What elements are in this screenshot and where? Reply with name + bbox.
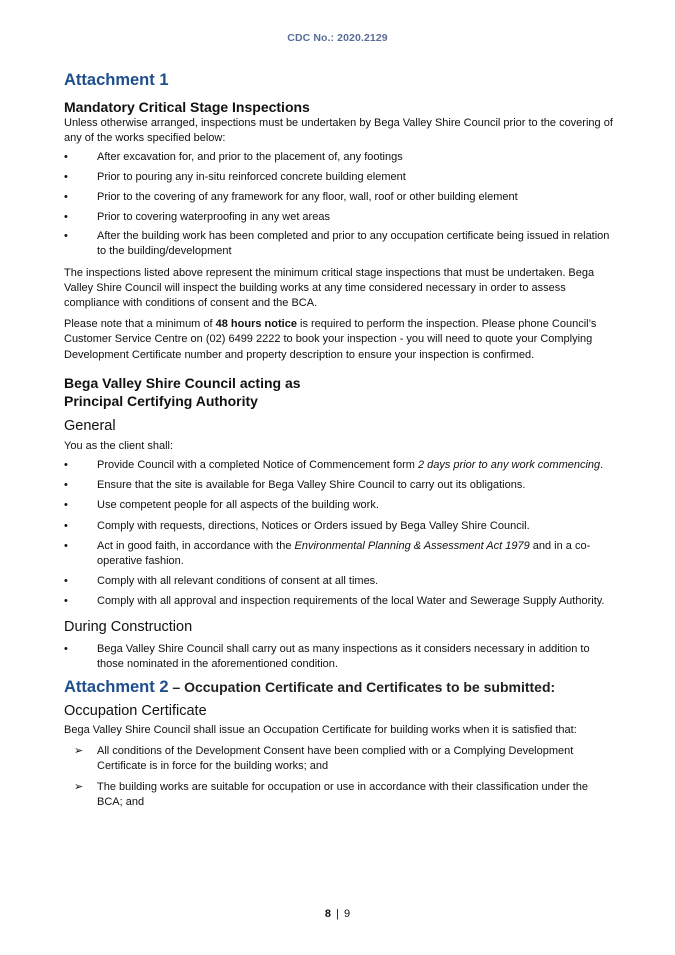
list-item: • Act in good faith, in accordance with the Environmental Planning & Assessment Act 1979 and in a co-operative fashion. (64, 539, 591, 568)
notice-paragraph: Please note that a minimum of 48 hours notice is required to perform the inspection. Please phone Council’s Customer Service Centre on (02) 6499 2222 to book your inspection - you will need to quote your Complying Development Certificate number and property description to ensure your inspection is confirmed. (64, 318, 597, 361)
list-item: • After the building work has been completed and prior to any occupation certificate being issued in relation to the building/development (64, 230, 610, 258)
bullet-icon: • (64, 459, 68, 472)
during-construction-heading: During Construction (64, 618, 193, 635)
list-item: • Use competent people for all aspects of the building work. (64, 498, 616, 513)
bullet-icon: • (64, 171, 68, 184)
page-separator: | (336, 908, 339, 920)
occupation-intro: Bega Valley Shire Council shall issue an Occupation Certificate for building works when it is satisfied that: (64, 724, 577, 737)
bullet-icon: • (64, 230, 68, 243)
list-item: • Prior to pouring any in-situ reinforced concrete building element (64, 170, 616, 185)
list-item: • Comply with all relevant conditions of consent at all times. (64, 574, 616, 589)
inspections-list (64, 150, 616, 259)
list-item: ➢ All conditions of the Development Consent have been complied with or a Complying Development Certificate is in force for the building works; and (74, 745, 574, 773)
list-item: • After excavation for, and prior to the placement of, any footings (64, 150, 616, 165)
bullet-icon: • (64, 479, 68, 492)
arrow-bullet-icon: ➢ (74, 745, 84, 758)
bullet-icon: • (64, 151, 68, 164)
list-item: • Bega Valley Shire Council shall carry out as many inspections as it considers necessary in addition to those nominated in the aforementioned condition. (64, 642, 590, 670)
attachment-2-title: Attachment 2 – Occupation Certificate and Certificates to be submitted: (64, 678, 556, 697)
page-content (64, 70, 616, 810)
inspections-intro: Unless otherwise arranged, inspections must be undertaken by Bega Valley Shire Council prior to the covering of any of the works specified below: (64, 117, 613, 145)
attachment-2-subtitle: – Occupation Certificate and Certificates to be submitted: (168, 679, 556, 696)
bullet-icon: • (64, 499, 68, 512)
bullet-icon: • (64, 595, 68, 608)
inspections-paragraph: The inspections listed above represent the minimum critical stage inspections that must be undertaken. Bega Valley Shire Council will inspect the building works at any time considered necessary in order to assess compliance with conditions of consent and the BCA. (64, 266, 595, 310)
list-item: • Comply with all approval and inspection requirements of the local Water and Sewerage Supply Authority. (64, 594, 616, 609)
bullet-icon: • (64, 210, 68, 223)
list-item: ➢ The building works are suitable for occupation or use in accordance with their classification under the BCA; and (74, 780, 588, 808)
list-item: • Prior to the covering of any framework for any floor, wall, roof or other building element (64, 190, 616, 205)
attachment-1-title: Attachment 1 (64, 71, 169, 89)
occupation-certificate-heading: Occupation Certificate (64, 703, 207, 720)
bullet-icon: • (64, 190, 68, 203)
page-footer (0, 908, 675, 920)
bullet-icon: • (64, 575, 68, 588)
during-construction-list (64, 642, 616, 672)
arrow-bullet-icon: ➢ (74, 780, 84, 793)
occupation-conditions-list (64, 744, 616, 810)
bullet-icon: • (64, 642, 68, 655)
list-item: • Comply with requests, directions, Notices or Orders issued by Bega Valley Shire Council. (64, 519, 616, 534)
notice-bold: 48 hours notice (215, 318, 297, 331)
page-number: 8 (324, 908, 331, 920)
client-obligations-list (64, 458, 616, 610)
client-intro: You as the client shall: (64, 439, 174, 452)
page-total: 9 (343, 908, 351, 920)
general-heading: General (64, 417, 116, 434)
list-item: • Prior to covering waterproofing in any wet areas (64, 210, 616, 225)
cdc-number: CDC No.: 2020.2129 (287, 32, 388, 44)
bullet-icon: • (64, 519, 68, 532)
list-item: • Provide Council with a completed Notice of Commencement form 2 days prior to any work commencing. (64, 458, 616, 473)
mandatory-inspections-heading: Mandatory Critical Stage Inspections (64, 99, 310, 115)
bullet-icon: • (64, 539, 68, 552)
pca-heading: Bega Valley Shire Council acting as Principal Certifying Authority (64, 374, 301, 409)
list-item: • Ensure that the site is available for Bega Valley Shire Council to carry out its obligations. (64, 478, 616, 493)
